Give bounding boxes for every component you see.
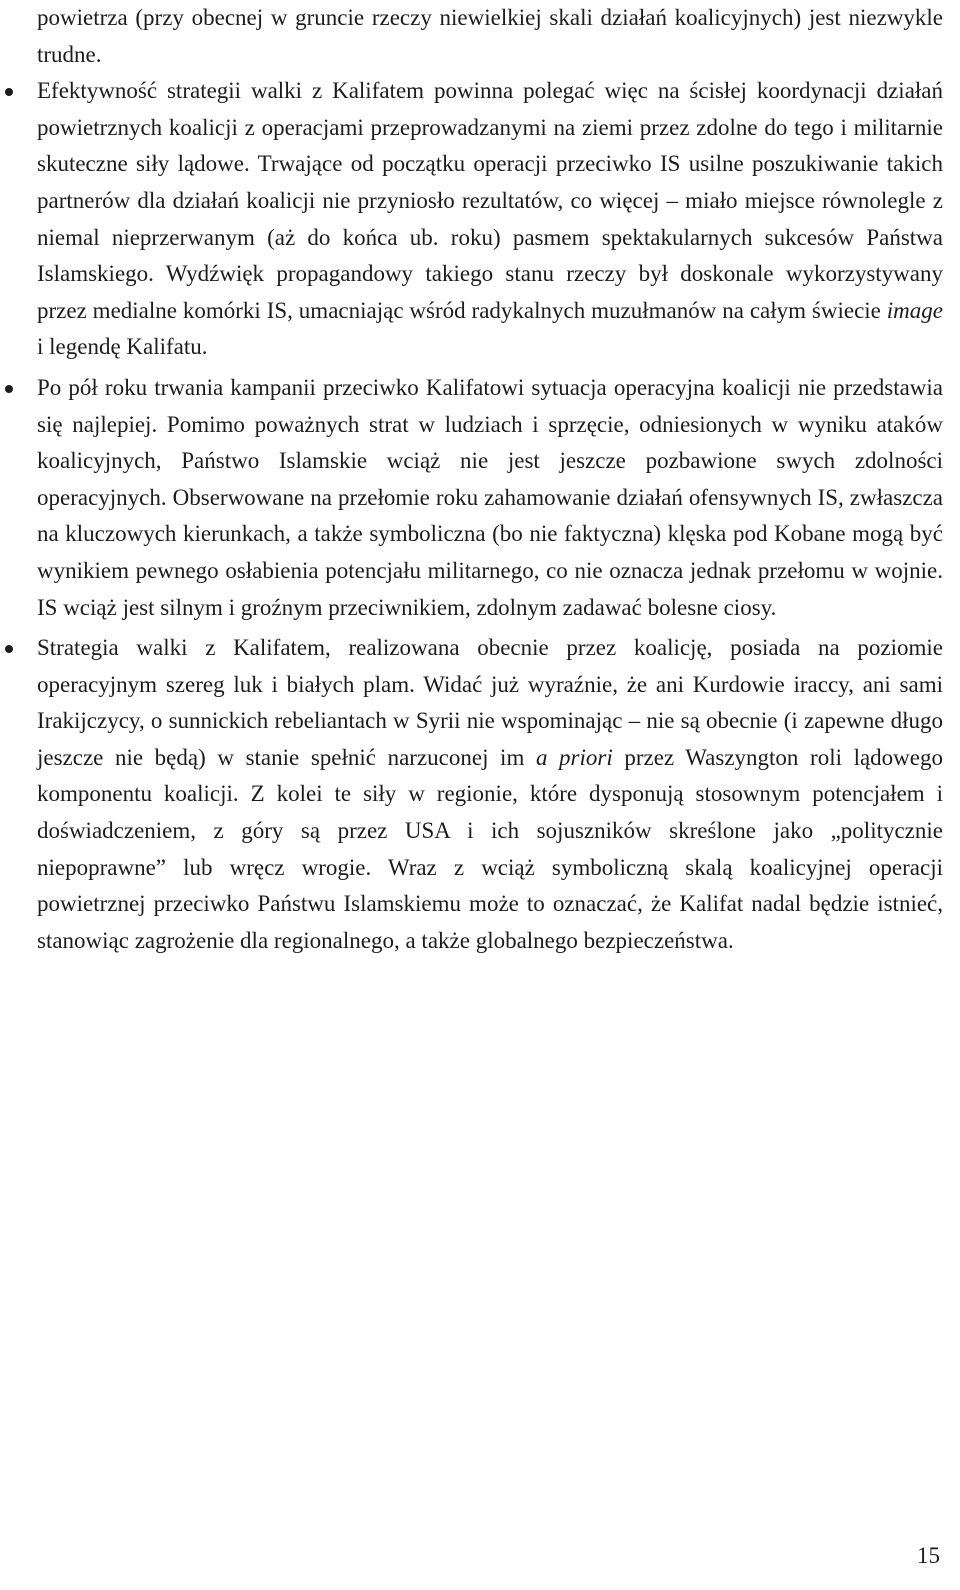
document-page xyxy=(37,0,943,963)
bullet-icon xyxy=(5,88,13,96)
page-number: 15 xyxy=(917,1543,940,1568)
bullet-item xyxy=(37,630,943,959)
bullet-item xyxy=(37,73,943,366)
paragraph-text: przez Waszyngton roli lądowego komponentu koalicji. Z kolei te siły w regionie, które dysponują stosownym potencjałem i doświadczeniem, z góry są przez USA i ich sojuszników skreślone jako „politycznie niepoprawne” lub wręcz wrogie. Wraz z wciąż symboliczną skalą koalicyjnej operacji powietrznej przeciwko Państwu Islamskiemu może to oznaczać, że Kalifat nadal będzie istnieć, stanowiąc zagrożenie dla regionalnego, a także globalnego bezpieczeństwa. xyxy=(37,744,943,953)
bullet-icon xyxy=(5,645,13,653)
paragraph-text: Efektywność strategii walki z Kalifatem powinna polegać więc na ścisłej koordynacji działań powietrznych koalicji z operacjami przeprowadzanymi na ziemi przez zdolne do tego i militarnie skuteczne siły lądowe. Trwające od początku operacji przeciwko IS usilne poszukiwanie takich partnerów dla działań koalicji nie przyniosło rezultatów, co więcej – miało miejsce równolegle z niemal nieprzerwanym (aż do końca ub. roku) pasmem spektakularnych sukcesów Państwa Islamskiego. Wydźwięk propagandowy takiego stanu rzeczy był doskonale wykorzystywany przez medialne komórki IS, umacniając wśród radykalnych muzułmanów na całym świecie xyxy=(37,78,943,323)
bullet-paragraph xyxy=(37,630,943,959)
bullet-icon xyxy=(5,385,13,393)
bullet-paragraph xyxy=(37,370,943,626)
bullet-list xyxy=(37,73,943,959)
bullet-item xyxy=(37,370,943,626)
paragraph-text: i legendę Kalifatu. xyxy=(37,334,208,360)
bullet-paragraph xyxy=(37,73,943,366)
lead-paragraph: powietrza (przy obecnej w gruncie rzeczy niewielkiej skali działań koalicyjnych) jest niezwykle trudne. xyxy=(37,5,943,67)
italic-term: image xyxy=(886,297,943,323)
italic-term: a priori xyxy=(535,744,613,770)
paragraph-text: Po pół roku trwania kampanii przeciwko Kalifatowi sytuacja operacyjna koalicji nie przedstawia się najlepiej. Pomimo poważnych strat w ludziach i sprzęcie, odniesionych w wyniku ataków koalicyjnych, Państwo Islamskie wciąż nie jest jeszcze pozbawione swych zdolności operacyjnych. Obserwowane na przełomie roku zahamowanie działań ofensywnych IS, zwłaszcza na kluczowych kierunkach, a także symboliczna (bo nie faktyczna) klęska pod Kobane mogą być wynikiem pewnego osłabienia potencjału militarnego, co nie oznacza jednak przełomu w wojnie. IS wciąż jest silnym i groźnym przeciwnikiem, zdolnym zadawać bolesne ciosy. xyxy=(37,374,943,620)
paragraph-text: Strategia walki z Kalifatem, realizowana obecnie przez koalicję, posiada na poziomie operacyjnym szereg luk i białych plam. Widać już wyraźnie, że ani Kurdowie iraccy, ani sami Irakijczycy, o sunnickich rebeliantach w Syrii nie wspominając – nie są obecnie (i zapewne długo jeszcze nie będą) w stanie spełnić narzuconej im xyxy=(37,635,943,770)
